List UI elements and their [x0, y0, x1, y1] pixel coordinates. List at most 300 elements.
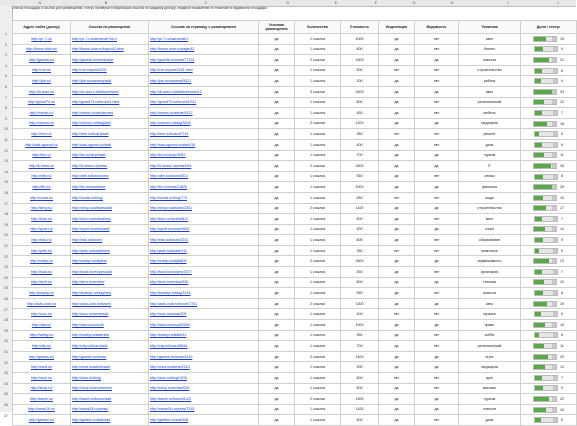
cell-e[interactable]: 1 ссылка — [295, 171, 341, 182]
cell-h[interactable]: да — [415, 86, 459, 97]
cell-i[interactable]: медицина — [459, 362, 521, 373]
cell-i[interactable]: техника — [459, 277, 521, 288]
row-number[interactable]: 34 — [4, 381, 8, 386]
cell-a[interactable]: http://sad-ogorod.ru/ — [13, 139, 71, 150]
cell-j[interactable] — [521, 404, 577, 415]
cell-f[interactable]: 450 — [341, 108, 379, 119]
cell-d[interactable]: да — [259, 161, 295, 172]
row-number[interactable]: 37 — [4, 413, 8, 418]
cell-g[interactable]: да — [379, 256, 415, 267]
cell-b[interactable]: http://deti.ru/forum/new — [71, 171, 149, 182]
cell-e[interactable]: 1 ссылка — [295, 108, 341, 119]
row-number[interactable]: 33 — [4, 371, 8, 376]
cell-e[interactable]: 1 ссылка — [295, 34, 341, 45]
cell-h[interactable]: да — [415, 224, 459, 235]
cell-g[interactable]: нет — [379, 373, 415, 384]
cell-b[interactable]: http://pets.ru/board/new — [71, 245, 149, 256]
cell-c[interactable]: http://garden.ru/stat/908 — [149, 415, 259, 426]
cell-f[interactable]: 1000 — [341, 34, 379, 45]
cell-f[interactable]: 400 — [341, 139, 379, 150]
cell-f[interactable]: 500 — [341, 214, 379, 225]
cell-d[interactable]: да — [259, 320, 295, 331]
cell-b[interactable]: http://news24.ru/press/ — [71, 404, 149, 415]
cell-a[interactable]: http://sport.ru/ — [13, 224, 71, 235]
row-number[interactable]: 27 — [4, 307, 8, 312]
cell-b[interactable]: http://city.ru/board/add — [71, 341, 149, 352]
cell-a[interactable]: http://forum.dobr.ru/ — [13, 44, 71, 55]
cell-e[interactable]: 1 ссылка — [295, 235, 341, 246]
cell-g[interactable]: да — [379, 97, 415, 108]
cell-i[interactable]: семья — [459, 171, 521, 182]
cell-f[interactable]: 300 — [341, 76, 379, 87]
cell-j[interactable] — [521, 44, 577, 55]
cell-h[interactable]: нет — [415, 76, 459, 87]
cell-h[interactable]: нет — [415, 288, 459, 299]
cell-j[interactable] — [521, 108, 577, 119]
cell-b[interactable]: http://tech.ru/review/ — [71, 277, 149, 288]
cell-e[interactable]: 1 ссылка — [295, 415, 341, 426]
cell-e[interactable]: 1 ссылка — [295, 277, 341, 288]
cell-d[interactable]: да — [259, 97, 295, 108]
cell-b[interactable]: http://rem.ru/board/add — [71, 129, 149, 140]
row-number[interactable]: 15 — [4, 180, 8, 185]
cell-i[interactable]: бизнес — [459, 44, 521, 55]
row-number[interactable]: 16 — [4, 191, 8, 195]
cell-e[interactable]: 1 ссылка — [295, 76, 341, 87]
cell-b[interactable]: http://garden.ru/stat/add — [71, 415, 149, 426]
cell-b[interactable]: http://dr-auto.ru/bl/autoreview — [71, 86, 149, 97]
cell-h[interactable]: да — [415, 118, 459, 129]
row-number[interactable]: 30 — [4, 339, 8, 344]
cell-c[interactable]: http://realty.ru/obj/6605 — [149, 256, 259, 267]
cell-g[interactable]: нет — [379, 129, 415, 140]
cell-c[interactable]: http://stroy.ru/articles/3301 — [149, 203, 259, 214]
cell-j[interactable] — [521, 383, 577, 394]
cell-e[interactable]: 1 ссылка — [295, 224, 341, 235]
cell-i[interactable]: красота — [459, 288, 521, 299]
cell-d[interactable]: да — [259, 44, 295, 55]
cell-c[interactable]: http://law.ru/consult/3390 — [149, 320, 259, 331]
cell-f[interactable]: 400 — [341, 309, 379, 320]
cell-e[interactable]: 2 ссылки — [295, 298, 341, 309]
cell-f[interactable]: 1400 — [341, 351, 379, 362]
cell-a[interactable]: http://garden.ru/ — [13, 415, 71, 426]
cell-i[interactable]: медицина — [459, 118, 521, 129]
cell-b[interactable]: http://fin.ru/news/add — [71, 182, 149, 193]
cell-d[interactable]: да — [259, 383, 295, 394]
row-number[interactable]: 24 — [4, 275, 8, 280]
cell-e[interactable]: 2 ссылки — [295, 256, 341, 267]
cell-j[interactable] — [521, 267, 577, 278]
cell-a[interactable]: http://dr-auto.ru/ — [13, 86, 71, 97]
cell-e[interactable]: 2 ссылки — [295, 161, 341, 172]
cell-h[interactable]: да — [415, 277, 459, 288]
cell-b[interactable]: http://shop.ru/review/new — [71, 383, 149, 394]
row-number[interactable]: 1 — [5, 32, 7, 36]
cell-g[interactable]: да — [379, 267, 415, 278]
cell-j[interactable] — [521, 171, 577, 182]
cell-f[interactable]: 800 — [341, 277, 379, 288]
cell-c[interactable]: http://hobby.ru/stat/612 — [149, 330, 259, 341]
header-cell[interactable]: Ссылка на размещение — [71, 21, 149, 34]
header-cell[interactable]: Видимость — [415, 21, 459, 34]
cell-b[interactable]: http://hobby.ru/stat/new — [71, 330, 149, 341]
cell-e[interactable]: 2 ссылки — [295, 394, 341, 405]
cell-h[interactable]: нет — [415, 129, 459, 140]
cell-d[interactable]: да — [259, 65, 295, 76]
cell-c[interactable]: http://moda.ru/blog/774 — [149, 192, 259, 203]
cell-j[interactable] — [521, 277, 577, 288]
row-number[interactable]: 20 — [4, 233, 8, 238]
header-cell[interactable]: Ссылка на страницу с размещением — [149, 21, 259, 34]
cell-g[interactable]: да — [379, 351, 415, 362]
cell-h[interactable]: да — [415, 161, 459, 172]
cell-j[interactable] — [521, 203, 577, 214]
cell-d[interactable]: да — [259, 76, 295, 87]
cell-h[interactable]: да — [415, 320, 459, 331]
cell-a[interactable]: http://beauty.ru/ — [13, 288, 71, 299]
cell-g[interactable]: да — [379, 76, 415, 87]
cell-b[interactable]: http://gorod74.ru/forum/1.html — [71, 97, 149, 108]
header-cell[interactable]: Доля / статус — [521, 21, 577, 34]
cell-f[interactable]: 1300 — [341, 298, 379, 309]
cell-a[interactable]: http://fin.ru/ — [13, 182, 71, 193]
cell-j[interactable] — [521, 373, 577, 384]
cell-g[interactable]: да — [379, 150, 415, 161]
cell-c[interactable]: http://gorod74.ru/forum/1/311 — [149, 97, 259, 108]
cell-e[interactable]: 1 ссылка — [295, 150, 341, 161]
cell-i[interactable]: недвижимость — [459, 256, 521, 267]
cell-b[interactable]: http://muz.ru/news/add — [71, 309, 149, 320]
cell-j[interactable] — [521, 214, 577, 225]
cell-g[interactable]: да — [379, 394, 415, 405]
cell-f[interactable]: 1100 — [341, 203, 379, 214]
cell-g[interactable]: да — [379, 86, 415, 97]
cell-c[interactable]: http://edu.ru/forum/2231 — [149, 235, 259, 246]
cell-c[interactable]: http://muz.ru/news/205 — [149, 309, 259, 320]
cell-j[interactable] — [521, 224, 577, 235]
cell-i[interactable]: кулинария — [459, 267, 521, 278]
cell-j[interactable] — [521, 182, 577, 193]
cell-c[interactable]: http://kino.ru/review/812 — [149, 214, 259, 225]
cell-a[interactable]: http://pr-7.ru/ — [13, 34, 71, 45]
col-header-j[interactable]: J — [557, 0, 559, 5]
cell-b[interactable]: http://it-news.ru/press/ — [71, 161, 149, 172]
cell-b[interactable]: http://beauty.ru/blog/new — [71, 288, 149, 299]
cell-c[interactable]: http://auto-club.ru/forum/7731 — [149, 298, 259, 309]
cell-i[interactable]: строительство — [459, 65, 521, 76]
cell-c[interactable]: http://food.ru/recipes/1577 — [149, 267, 259, 278]
cell-b[interactable]: http://kino.ru/review/new — [71, 214, 149, 225]
col-header-d[interactable]: D — [286, 0, 290, 5]
cell-e[interactable]: 1 ссылка — [295, 330, 341, 341]
col-header-b[interactable]: B — [104, 0, 108, 5]
cell-f[interactable]: 550 — [341, 171, 379, 182]
row-number[interactable]: 22 — [4, 254, 8, 259]
row-number[interactable]: 8 — [5, 106, 7, 111]
cell-i[interactable]: ремонт — [459, 129, 521, 140]
cell-j[interactable] — [521, 86, 577, 97]
cell-b[interactable]: http://auto-club.ru/forum/ — [71, 298, 149, 309]
cell-d[interactable]: да — [259, 203, 295, 214]
cell-i[interactable]: IT — [459, 161, 521, 172]
cell-a[interactable]: http://pets.ru/ — [13, 245, 71, 256]
cell-h[interactable]: нет — [415, 44, 459, 55]
cell-f[interactable]: 1800 — [341, 161, 379, 172]
cell-f[interactable]: 1200 — [341, 118, 379, 129]
row-number[interactable]: 10 — [4, 127, 8, 132]
cell-i[interactable]: авто — [459, 34, 521, 45]
cell-f[interactable]: 550 — [341, 288, 379, 299]
cell-e[interactable]: 2 ссылки — [295, 55, 341, 66]
cell-i[interactable]: дача — [459, 139, 521, 150]
row-number[interactable]: 13 — [4, 159, 8, 164]
cell-d[interactable]: да — [259, 235, 295, 246]
cell-f[interactable]: 800 — [341, 97, 379, 108]
cell-a[interactable]: http://shop.ru/ — [13, 383, 71, 394]
cell-b[interactable]: http://realty.ru/obj/add — [71, 256, 149, 267]
cell-j[interactable] — [521, 34, 577, 45]
cell-a[interactable]: http://job.ru/ — [13, 76, 71, 87]
cell-h[interactable]: нет — [415, 330, 459, 341]
cell-j[interactable] — [521, 129, 577, 140]
cell-e[interactable]: 1 ссылка — [295, 267, 341, 278]
cell-b[interactable]: http://zdorov.ru/blog/add — [71, 118, 149, 129]
col-header-i[interactable]: I — [507, 0, 509, 5]
cell-g[interactable]: да — [379, 214, 415, 225]
cell-i[interactable]: дом — [459, 373, 521, 384]
cell-d[interactable]: да — [259, 171, 295, 182]
cell-g[interactable]: нет — [379, 192, 415, 203]
cell-i[interactable]: мода — [459, 192, 521, 203]
header-cell[interactable]: Тематика — [459, 21, 521, 34]
cell-a[interactable]: http://med.ru/ — [13, 362, 71, 373]
cell-b[interactable]: http://travel.ru/forum/add — [71, 394, 149, 405]
cell-b[interactable]: http://forum.dobr.ru/topic/42.html — [71, 44, 149, 55]
cell-f[interactable]: 600 — [341, 383, 379, 394]
cell-c[interactable]: http://shop.ru/review/515 — [149, 383, 259, 394]
cell-g[interactable]: да — [379, 362, 415, 373]
cell-c[interactable]: http://city.ru/board/8844 — [149, 341, 259, 352]
cell-g[interactable]: да — [379, 235, 415, 246]
cell-c[interactable]: http://news24.ru/press/7315 — [149, 404, 259, 415]
cell-e[interactable]: 1 ссылка — [295, 288, 341, 299]
cell-b[interactable]: http://sport.ru/news/add — [71, 224, 149, 235]
cell-e[interactable]: 1 ссылка — [295, 192, 341, 203]
cell-d[interactable]: да — [259, 267, 295, 278]
header-cell[interactable]: Условия размещения — [259, 21, 295, 34]
cell-g[interactable]: да — [379, 288, 415, 299]
cell-i[interactable]: строительство — [459, 203, 521, 214]
cell-d[interactable]: да — [259, 118, 295, 129]
cell-j[interactable] — [521, 320, 577, 331]
cell-c[interactable]: http://pr-7.ru/users/cat/1 — [149, 34, 259, 45]
cell-i[interactable]: спорт — [459, 224, 521, 235]
cell-e[interactable]: 1 ссылка — [295, 245, 341, 256]
cell-d[interactable]: да — [259, 129, 295, 140]
cell-d[interactable]: да — [259, 182, 295, 193]
cell-g[interactable]: да — [379, 404, 415, 415]
cell-d[interactable]: да — [259, 214, 295, 225]
cell-j[interactable] — [521, 55, 577, 66]
cell-i[interactable]: авто — [459, 298, 521, 309]
col-header-g[interactable]: G — [412, 0, 416, 5]
cell-f[interactable]: 500 — [341, 373, 379, 384]
cell-h[interactable]: нет — [415, 214, 459, 225]
col-header-h[interactable]: H — [450, 0, 454, 5]
cell-d[interactable]: да — [259, 150, 295, 161]
cell-h[interactable]: да — [415, 55, 459, 66]
cell-c[interactable]: http://mebel.ru/article/9122 — [149, 108, 259, 119]
cell-f[interactable]: 2400 — [341, 86, 379, 97]
row-number[interactable]: 29 — [4, 328, 8, 333]
cell-f[interactable]: 400 — [341, 415, 379, 426]
row-number[interactable]: 18 — [4, 212, 8, 217]
cell-j[interactable] — [521, 118, 577, 129]
cell-c[interactable]: http://med.ru/article/2210 — [149, 362, 259, 373]
cell-d[interactable]: да — [259, 394, 295, 405]
cell-c[interactable]: http://job.ru/vacancy/5521 — [149, 76, 259, 87]
cell-d[interactable]: да — [259, 256, 295, 267]
cell-i[interactable]: игры — [459, 351, 521, 362]
cell-h[interactable]: да — [415, 404, 459, 415]
cell-h[interactable]: да — [415, 256, 459, 267]
cell-i[interactable]: региональный — [459, 341, 521, 352]
cell-j[interactable] — [521, 288, 577, 299]
cell-h[interactable]: нет — [415, 341, 459, 352]
row-number[interactable]: 26 — [4, 297, 8, 301]
cell-e[interactable]: 1 ссылка — [295, 362, 341, 373]
cell-c[interactable]: http://fin.ru/news/11820 — [149, 182, 259, 193]
cell-g[interactable]: да — [379, 383, 415, 394]
cell-h[interactable]: нет — [415, 415, 459, 426]
row-number[interactable]: 31 — [4, 350, 8, 354]
cell-f[interactable]: 1500 — [341, 55, 379, 66]
cell-e[interactable]: 1 ссылка — [295, 214, 341, 225]
cell-i[interactable]: финансы — [459, 182, 521, 193]
header-cell[interactable]: Стоимость — [341, 21, 379, 34]
col-header-f[interactable]: F — [374, 0, 378, 5]
cell-j[interactable] — [521, 245, 577, 256]
cell-g[interactable]: да — [379, 224, 415, 235]
cell-b[interactable]: http://gazeta.ru/news/add/ — [71, 55, 149, 66]
cell-j[interactable] — [521, 415, 577, 426]
cell-h[interactable]: нет — [415, 171, 459, 182]
cell-i[interactable]: региональный — [459, 97, 521, 108]
cell-a[interactable]: http://kino.ru/ — [13, 214, 71, 225]
cell-g[interactable]: да — [379, 298, 415, 309]
cell-d[interactable]: да — [259, 277, 295, 288]
cell-j[interactable] — [521, 192, 577, 203]
cell-f[interactable]: 900 — [341, 224, 379, 235]
row-number[interactable]: 9 — [5, 116, 7, 121]
cell-a[interactable]: http://gorod74.ru/ — [13, 97, 71, 108]
row-number[interactable]: 2 — [5, 42, 7, 47]
cell-g[interactable]: нет — [379, 309, 415, 320]
cell-h[interactable]: нет — [415, 309, 459, 320]
cell-h[interactable]: да — [415, 351, 459, 362]
cell-c[interactable]: http://zdorov.ru/blog/3318 — [149, 118, 259, 129]
cell-a[interactable]: http://deti.ru/ — [13, 171, 71, 182]
cell-a[interactable]: http://tur.ru/ — [13, 150, 71, 161]
cell-j[interactable] — [521, 351, 577, 362]
cell-f[interactable]: 1600 — [341, 256, 379, 267]
cell-b[interactable]: http://games.ru/news/ — [71, 351, 149, 362]
cell-b[interactable]: http://edu.ru/forum/ — [71, 235, 149, 246]
cell-c[interactable]: http://deti.ru/forum/5521 — [149, 171, 259, 182]
cell-h[interactable]: нет — [415, 383, 459, 394]
cell-c[interactable]: http://dom.ru/blog/1930 — [149, 373, 259, 384]
cell-c[interactable]: http://cnt.ru/post/2201.html — [149, 65, 259, 76]
cell-f[interactable]: 650 — [341, 192, 379, 203]
cell-h[interactable]: да — [415, 362, 459, 373]
row-number[interactable]: 5 — [5, 74, 7, 79]
header-cell[interactable]: Количество — [295, 21, 341, 34]
cell-h[interactable]: да — [415, 150, 459, 161]
header-cell[interactable]: Индексация — [379, 21, 415, 34]
cell-d[interactable]: да — [259, 309, 295, 320]
cell-a[interactable]: http://realty.ru/ — [13, 256, 71, 267]
cell-f[interactable]: 500 — [341, 65, 379, 76]
cell-d[interactable]: да — [259, 224, 295, 235]
cell-a[interactable]: http://news24.ru/ — [13, 404, 71, 415]
cell-d[interactable]: да — [259, 404, 295, 415]
cell-d[interactable]: да — [259, 351, 295, 362]
cell-b[interactable]: http://food.ru/recipes/add — [71, 267, 149, 278]
cell-e[interactable]: 1 ссылка — [295, 320, 341, 331]
cell-a[interactable]: http://zdorov.ru/ — [13, 118, 71, 129]
cell-a[interactable]: http://stroy.ru/ — [13, 203, 71, 214]
cell-g[interactable]: да — [379, 320, 415, 331]
cell-f[interactable]: 600 — [341, 235, 379, 246]
col-header-e[interactable]: E — [334, 0, 338, 5]
cell-e[interactable]: 1 ссылка — [295, 404, 341, 415]
col-header-a[interactable]: A — [38, 0, 42, 5]
cell-a[interactable]: http://rem.ru/ — [13, 129, 71, 140]
row-number[interactable]: 21 — [4, 244, 8, 248]
cell-c[interactable]: http://forum.dobr.ru/page/42 — [149, 44, 259, 55]
cell-c[interactable]: http://sport.ru/news/9942 — [149, 224, 259, 235]
cell-c[interactable]: http://gazeta.ru/news/77124 — [149, 55, 259, 66]
cell-e[interactable]: 1 ссылка — [295, 129, 341, 140]
cell-e[interactable]: 1 ссылка — [295, 44, 341, 55]
cell-b[interactable]: http://moda.ru/blog/ — [71, 192, 149, 203]
cell-f[interactable]: 1000 — [341, 320, 379, 331]
cell-b[interactable]: http://med.ru/article/add — [71, 362, 149, 373]
cell-a[interactable]: http://hobby.ru/ — [13, 330, 71, 341]
cell-f[interactable]: 450 — [341, 267, 379, 278]
cell-a[interactable]: http://gazeta.ru/ — [13, 55, 71, 66]
cell-a[interactable]: http://law.ru/ — [13, 320, 71, 331]
cell-b[interactable]: http://sad-ogorod.ru/stat/ — [71, 139, 149, 150]
cell-a[interactable]: http://travel.ru/ — [13, 394, 71, 405]
cell-i[interactable]: образование — [459, 235, 521, 246]
row-number[interactable]: 3 — [5, 53, 7, 58]
row-number[interactable]: 25 — [4, 286, 8, 291]
cell-j[interactable] — [521, 65, 577, 76]
cell-j[interactable] — [521, 309, 577, 320]
cell-b[interactable]: http://pr-7.ru/users/cat/?id=1 — [71, 34, 149, 45]
cell-e[interactable]: 2 ссылки — [295, 351, 341, 362]
cell-c[interactable]: http://it-news.ru/press/645 — [149, 161, 259, 172]
row-number[interactable]: 28 — [4, 318, 8, 323]
cell-e[interactable]: 1 ссылка — [295, 139, 341, 150]
row-number[interactable]: 36 — [4, 403, 8, 407]
cell-h[interactable]: нет — [415, 245, 459, 256]
cell-h[interactable]: да — [415, 182, 459, 193]
cell-a[interactable]: http://moda.ru/ — [13, 192, 71, 203]
cell-g[interactable]: да — [379, 34, 415, 45]
